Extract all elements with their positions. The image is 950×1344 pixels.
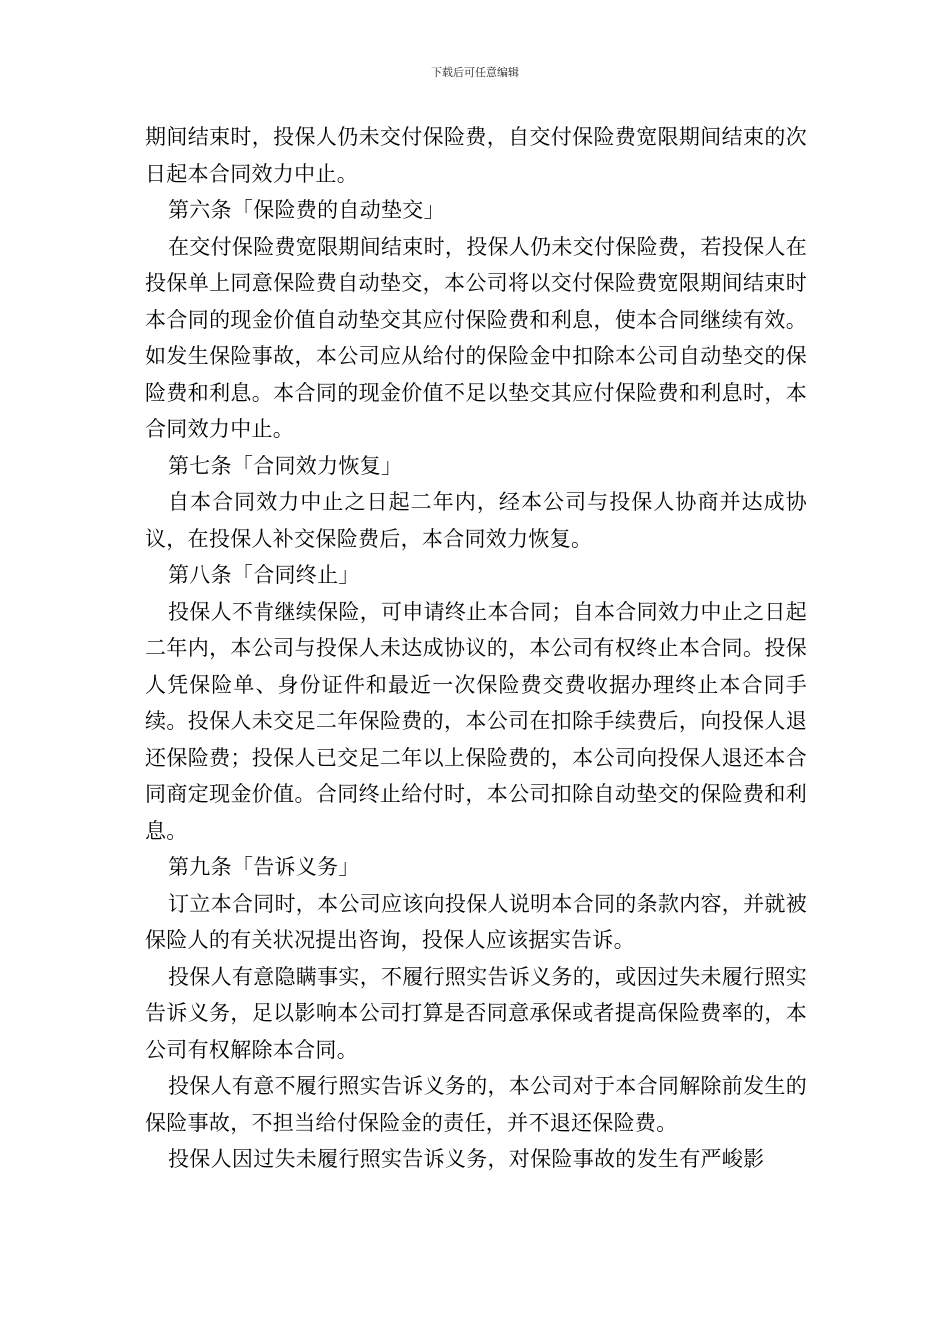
article-7-heading: 第七条「合同效力恢复」 (168, 453, 403, 478)
article-6-body: 在交付保险费宽限期间结束时，投保人仍未交付保险费，若投保人在投保单上同意保险费自动垫交，本公司将以交付保险费宽限期间结束时本合同的现金价值自动垫交其应付保险费和利息，使本合同继续有效。如发生保险事故，本公司应从给付的保险金中扣除本公司自动垫交的保险费和利息。本合同的现金价值不足以垫交其应付保险费和利息时，本合同效力中止。 (145, 234, 807, 441)
article-9-body-1: 订立本合同时，本公司应该向投保人说明本合同的条款内容，并就被保险人的有关状况提出咨询，投保人应该据实告诉。 (145, 891, 807, 952)
article-8-heading: 第八条「合同终止」 (168, 563, 360, 587)
article-9-body-4: 投保人因过失未履行照实告诉义务，对保险事故的发生有严峻影 (168, 1147, 765, 1171)
page-header: 下载后可任意编辑 (431, 66, 519, 79)
article-9-heading: 第九条「告诉义务」 (168, 855, 360, 879)
document-body (145, 119, 807, 1178)
article-8-body: 投保人不肯继续保险，可申请终止本合同；自本合同效力中止之日起二年内，本公司与投保人未达成协议的，本公司有权终止本合同。投保人凭保险单、身份证件和最近一次保险费交费收据办理终止本合同手续。投保人未交足二年保险费的，本公司在扣除手续费后，向投保人退还保险费；投保人已交足二年以上保险费的，本公司向投保人退还本合同商定现金价值。合同终止给付时，本公司扣除自动垫交的保险费和利息。 (145, 599, 807, 843)
paragraph-continuation: 期间结束时，投保人仍未交付保险费，自交付保险费宽限期间结束的次日起本合同效力中止。 (145, 125, 807, 186)
article-6-heading: 第六条「保险费的自动垫交」 (168, 198, 445, 222)
article-9-body-3: 投保人有意不履行照实告诉义务的，本公司对于本合同解除前发生的保险事故，不担当给付保险金的责任，并不退还保险费。 (145, 1074, 807, 1135)
article-9-body-2: 投保人有意隐瞒事实，不履行照实告诉义务的，或因过失未履行照实告诉义务，足以影响本公司打算是否同意承保或者提高保险费率的，本公司有权解除本合同。 (145, 964, 807, 1062)
article-7-body: 自本合同效力中止之日起二年内，经本公司与投保人协商并达成协议，在投保人补交保险费后，本合同效力恢复。 (145, 490, 807, 551)
